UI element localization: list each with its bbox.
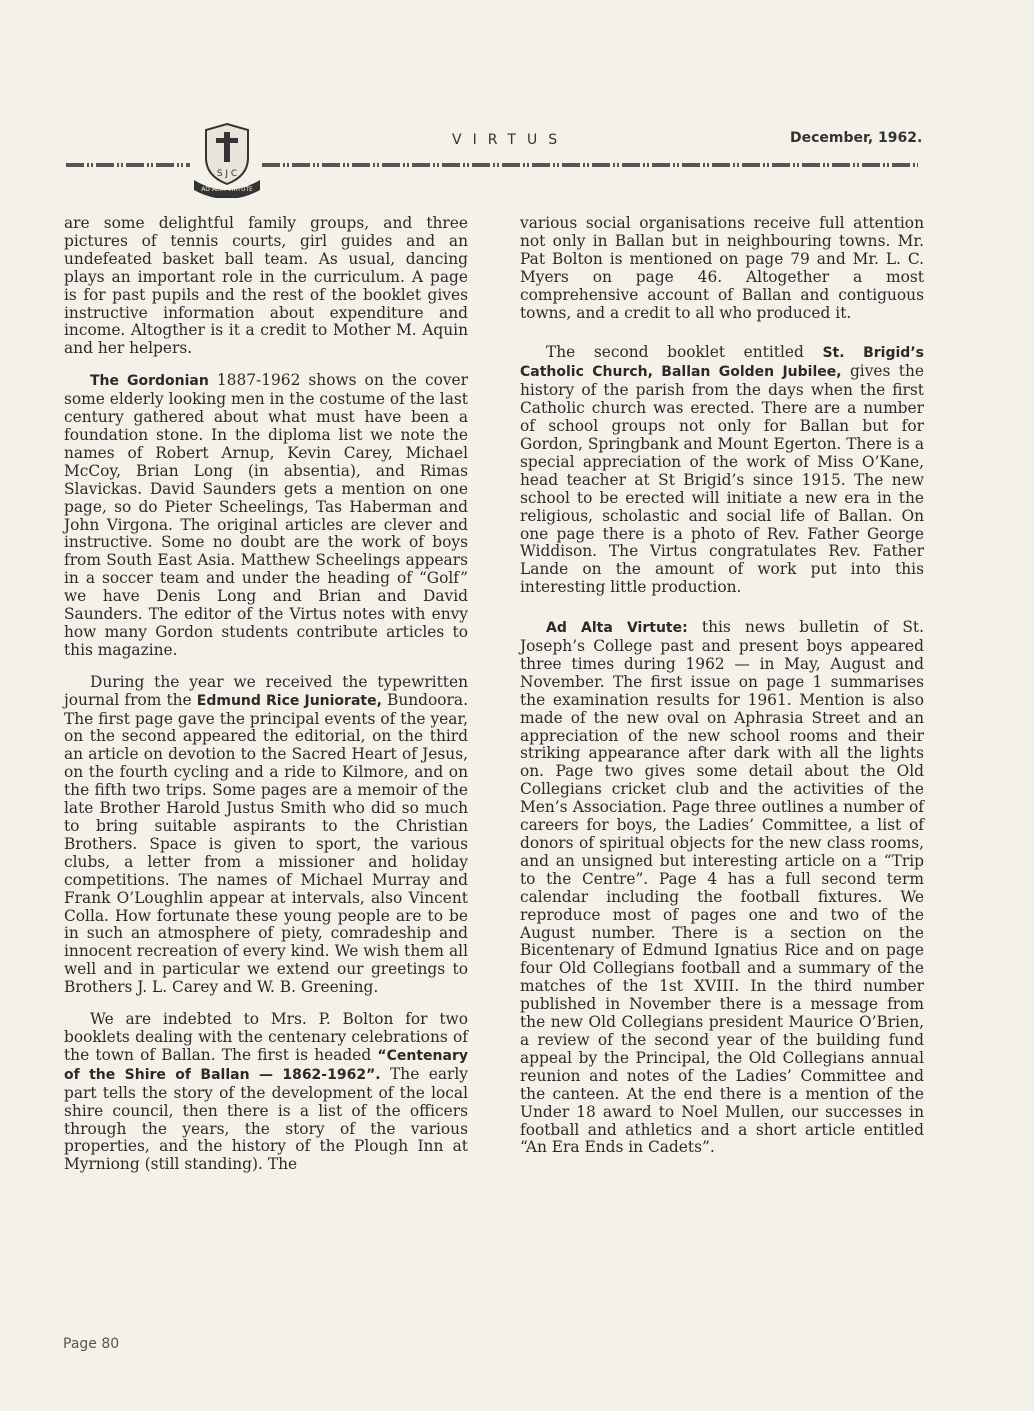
paragraph: We are indebted to Mrs. P. Bolton for two booklets dealing with the centenary celebrations of the town of Ballan. The first is headed “Centenary of the Shire of Ballan — 1862-1962”. The early part tells the story of the development of the local shire council, then there is a list of the officers through the years, the story of the various properties, and the history of the Plough Inn at Myrniong (still standing). The (64, 1010, 468, 1174)
bold-title: Edmund Rice Juniorate, (196, 692, 382, 709)
page-header (0, 0, 1034, 200)
right-column (520, 215, 924, 1171)
bold-title: Ad Alta Virtute: (546, 620, 688, 637)
paragraph: various social organisations receive full attention not only in Ballan but in neighbouring towns. Mr. Pat Bolton is mentioned on page 79 and Mr. L. C. Myers on page 46. Altogether a most comprehensive account of Ballan and contiguous towns, and a credit to all who produced it. (520, 214, 924, 322)
paragraph: are some delightful family groups, and three pictures of tennis courts, girl guides and an undefeated basket ball team. As usual, dancing plays an important role in the curriculum. A page is for past pupils and the rest of the booklet gives instructive information about expenditure and income. Altogther is it a credit to Mother M. Aquin and her helpers. (64, 214, 468, 358)
paragraph: The second booklet entitled St. Brigid’s Catholic Church, Ballan Golden Jubilee, gives the history of the parish from the days when the first Catholic church was erected. There are a number of school groups not only for Ballan but for Gordon, Springbank and Mount Egerton. There is a special appreciation of the work of Miss O’Kane, head teacher at St Brigid’s since 1915. The new school to be erected will initiate a new era in the religious, scholastic and social life of Ballan. On one page there is a photo of Rev. Father George Widdison. The Virtus congratulates Rev. Father Lande on the amount of work put into this interesting little production. (520, 343, 924, 597)
bold-title: The Gordonian (90, 373, 209, 390)
paragraph: During the year we received the typewritten journal from the Edmund Rice Juniorate, Bundoora. The first page gave the principal events of the year, on the second appeared the editorial, on the third an article on devotion to the Sacred Heart of Jesus, on the fourth cycling and a ride to Kilmore, and on the fifth two trips. Some pages are a memoir of the late Brother Harold Justus Smith who did so much to bring suitable aspirants to the Christian Brothers. Space is given to sport, the various clubs, a letter from a missioner and holiday competitions. The names of Michael Murray and Frank O’Loughlin appear at intervals, also Vincent Colla. How fortunate these young people are to be in such an atmosphere of piety, comradeship and innocent recreation of every kind. We wish them all well and in particular we extend our greetings to Brothers J. L. Carey and W. B. Greening. (64, 672, 468, 997)
bold-title: St. Brigid’s Catholic Church, Ballan Golden Jubilee, (520, 345, 924, 381)
header-rule-right (262, 163, 918, 167)
header-rule-left (66, 163, 190, 167)
page-number: Page 80 (63, 1336, 120, 1352)
crest-letters: S J C (216, 169, 238, 179)
crest-motto: AD ALTA VIRTUTE (201, 186, 253, 193)
bold-title: “Centenary of the Shire of Ballan — 1862-1962”. (64, 1047, 468, 1083)
left-column (64, 215, 468, 1188)
masthead-title: VIRTUS (452, 132, 569, 148)
paragraph: The Gordonian 1887-1962 shows on the cover some elderly looking men in the costume of the last century gathered about what must have been a foundation stone. In the diploma list we note the names of Robert Arnup, Kevin Carey, Michael McCoy, Brian Long (in absentia), and Rimas Slavickas. David Saunders gets a mention on one page, so do Pieter Scheelings, Tas Haberman and John Virgona. The original articles are clever and instructive. Some no doubt are the work of boys from South East Asia. Matthew Scheelings appears in a soccer team and under the heading of “Golf” we have Denis Long and Brian and David Saunders. The editor of the Virtus notes with envy how many Gordon students contribute articles to this magazine. (64, 371, 469, 659)
issue-date: December, 1962. (790, 130, 923, 146)
paragraph: Ad Alta Virtute: this news bulletin of St. Joseph’s College past and present boys appeared three times during 1962 — in May, August and November. The first issue on page 1 summarises the examination results for 1961. Mention is also made of the new oval on Aphrasia Street and an appreciation of the new school rooms and their striking appearance after dark with all the lights on. Page two gives some detail about the Old Collegians cricket club and the activities of the Men’s Association. Page three outlines a number of careers for boys, the Ladies’ Committee, a list of donors of spiritual objects for the new class rooms, and an unsigned but interesting article on a “Trip to the Centre”. Page 4 has a full second term calendar including the football fixtures. We reproduce most of pages one and two of the August number. There is a section on the Bicentenary of Edmund Ignatius Rice and on page four Old Collegians football and a summary of the matches of the 1st XVIII. In the third number published in November there is a message from the new Old Collegians president Maurice O’Brien, a review of the second year of the building fund appeal by the Principal, the Old Collegians annual reunion and notes of the Ladies’ Committee and the canteen. At the end there is a mention of the Under 18 award to Noel Mullen, our successes in football and athletics and a short article entitled “An Era Ends in Cadets”. (520, 618, 924, 1157)
college-crest-icon (188, 120, 266, 198)
